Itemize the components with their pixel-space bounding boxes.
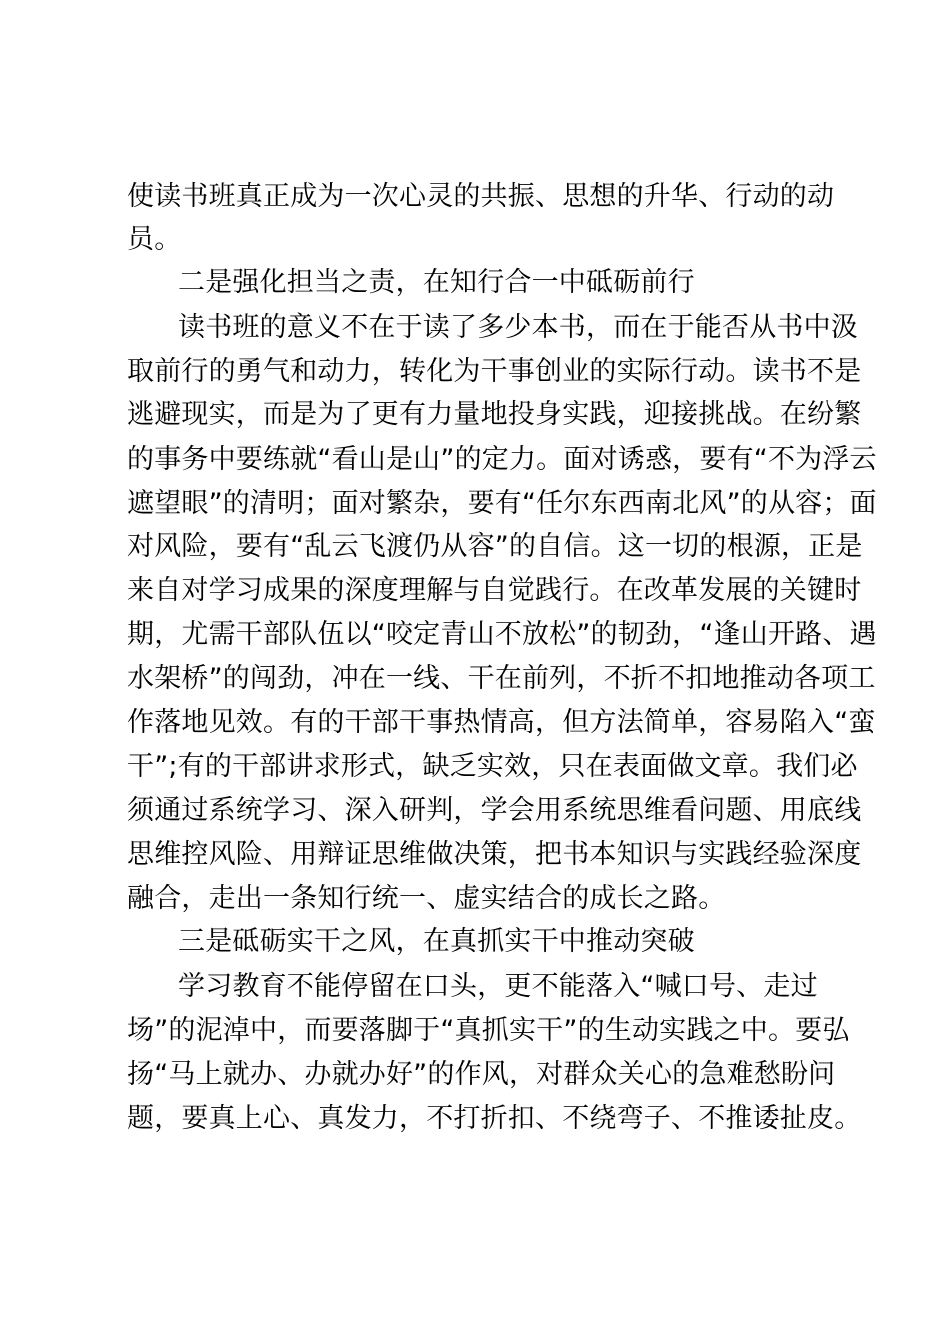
text-line: 使读书班真正成为一次心灵的共振、思想的升华、行动的动 [127, 181, 835, 212]
text-line: 逃避现实，而是为了更有力量地投身实践，迎接挑战。在纷繁 [127, 399, 862, 430]
text-line: 取前行的勇气和动力，转化为干事创业的实际行动。读书不是 [127, 356, 862, 387]
text-line: 水架桥”的闯劲，冲在一线、干在前列，不折不扣地推动各项工 [127, 663, 876, 694]
text-line: 干”;有的干部讲求形式，缺乏实效，只在表面做文章。我们必 [127, 751, 858, 782]
text-line: 思维控风险、用辩证思维做决策，把书本知识与实践经验深度 [127, 839, 862, 870]
text-line: 场”的泥淖中，而要落脚于“真抓实干”的生动实践之中。要弘 [127, 1015, 850, 1046]
text-line: 员。 [127, 224, 182, 255]
text-line: 遮望眼”的清明；面对繁杂，要有“任尔东西南北风”的从容；面 [127, 488, 877, 519]
text-line: 对风险，要有“乱云飞渡仍从容”的自信。这一切的根源，正是 [127, 531, 863, 562]
text-line: 须通过系统学习、深入研判，学会用系统思维看问题、用底线 [127, 795, 862, 826]
text-line: 作落地见效。有的干部干事热情高，但方法简单，容易陷入“蛮 [127, 707, 876, 738]
section-heading: 二是强化担当之责，在知行合一中砥砺前行 [178, 267, 695, 298]
text-line: 来自对学习成果的深度理解与自觉践行。在改革发展的关键时 [127, 575, 862, 606]
text-line: 学习教育不能停留在口头，更不能落入“喊口号、走过 [178, 971, 818, 1002]
text-line: 读书班的意义不在于读了多少本书，而在于能否从书中汲 [178, 312, 858, 343]
text-line: 的事务中要练就“看山是山”的定力。面对诱惑，要有“不为浮云 [127, 444, 877, 475]
section-heading: 三是砥砺实干之风，在真抓实干中推动突破 [178, 926, 695, 957]
text-line: 融合，走出一条知行统一、虚实结合的成长之路。 [127, 883, 726, 914]
text-line: 题，要真上心、真发力，不打折扣、不绕弯子、不推诿扯皮。 [127, 1103, 862, 1134]
text-line: 扬“马上就办、办就办好”的作风，对群众关心的急难愁盼问 [127, 1059, 836, 1090]
text-line: 期，尤需干部队伍以“咬定青山不放松”的韧劲，“逢山开路、遇 [127, 619, 877, 650]
